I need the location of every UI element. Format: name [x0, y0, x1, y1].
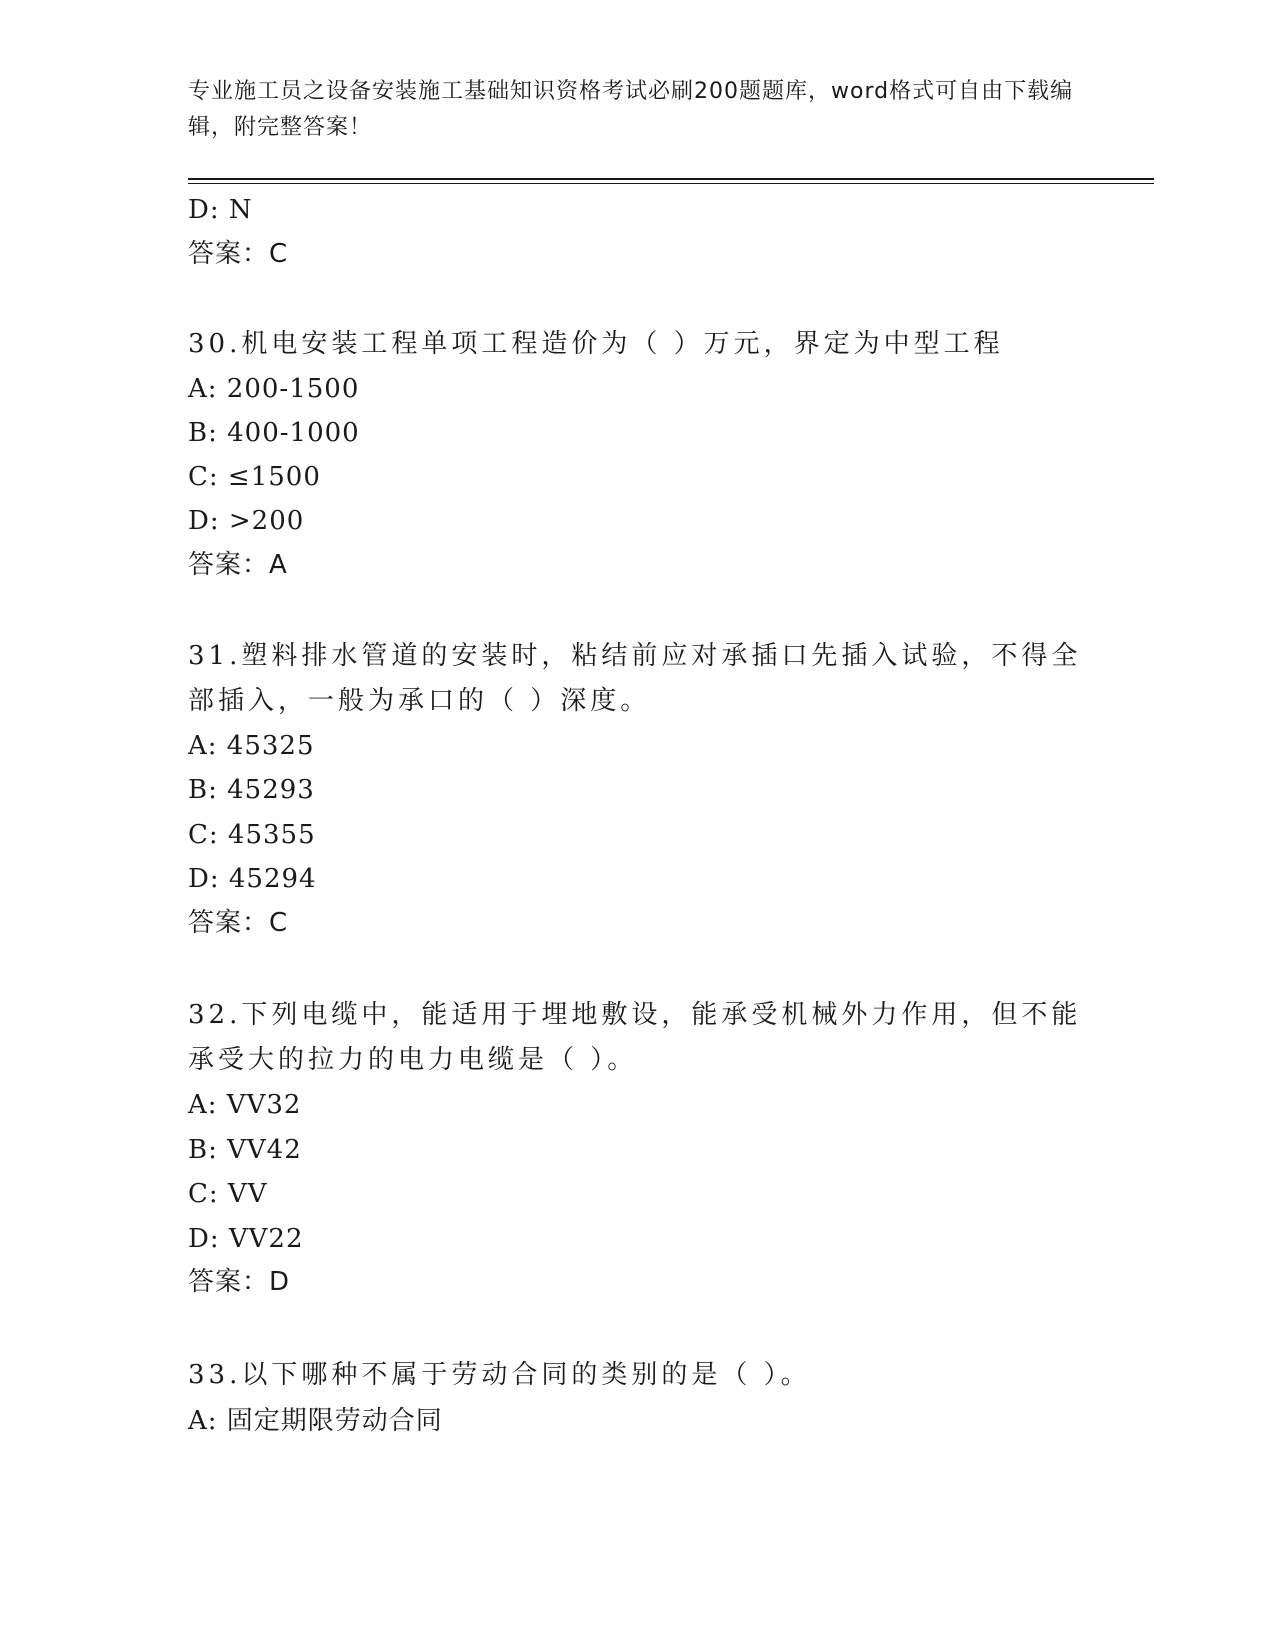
question-30-option-d: D: >200: [188, 506, 305, 536]
option-d: D: N: [188, 195, 253, 225]
question-30-option-b: B: 400-1000: [188, 418, 360, 448]
header-rule-thick: [188, 178, 1154, 180]
question-32-answer: 答案：D: [188, 1267, 291, 1297]
document-header: 专业施工员之设备安装施工基础知识资格考试必刷200题题库，word格式可自由下载编辑，附完整答案！: [188, 79, 1074, 140]
question-32-option-a: A: VV32: [188, 1090, 302, 1120]
question-32-option-b: B: VV42: [188, 1135, 302, 1165]
question-31-option-d: D: 45294: [188, 864, 317, 894]
question-33-text: 33.以下哪种不属于劳动合同的类别的是（ ）。: [188, 1360, 811, 1390]
question-32-option-c: C: VV: [188, 1179, 268, 1209]
question-32-text: 32.下列电缆中，能适用于埋地敷设，能承受机械外力作用，但不能承受大的拉力的电力电缆是（ ）。: [188, 1000, 1082, 1075]
question-31-option-b: B: 45293: [188, 775, 315, 805]
header-rule-thin: [188, 183, 1154, 184]
question-31-answer: 答案：C: [188, 908, 289, 938]
question-30-answer: 答案：A: [188, 550, 288, 580]
answer: 答案：C: [188, 239, 289, 269]
question-30-option-c: C: ≤1500: [188, 462, 321, 492]
question-33-option-a: A: 固定期限劳动合同: [188, 1406, 443, 1436]
question-30-option-a: A: 200-1500: [188, 374, 360, 404]
question-32-option-d: D: VV22: [188, 1224, 304, 1254]
question-31-text: 31.塑料排水管道的安装时，粘结前应对承插口先插入试验，不得全部插入，一般为承口的（ ）深度。: [188, 641, 1082, 716]
question-30-text: 30.机电安装工程单项工程造价为（ ）万元，界定为中型工程: [188, 329, 1004, 359]
question-31-option-c: C: 45355: [188, 820, 316, 850]
question-31-option-a: A: 45325: [188, 731, 315, 761]
